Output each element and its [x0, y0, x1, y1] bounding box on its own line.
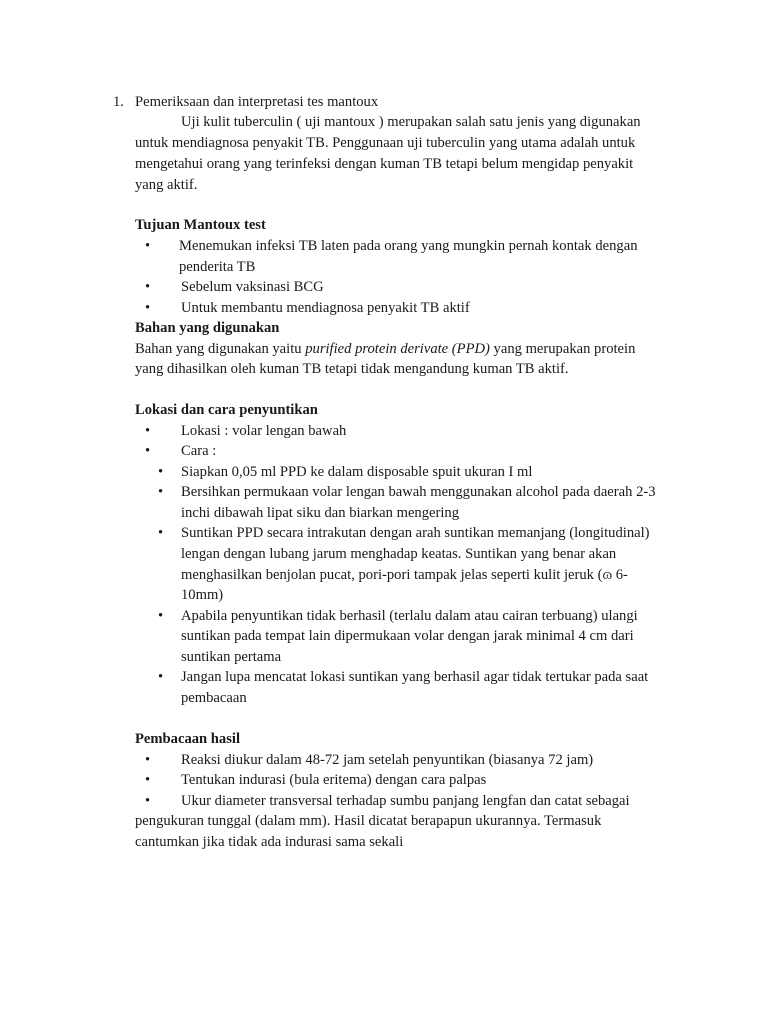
pembacaan-continuation: cantumkan jika tidak ada indurasi sama sekali	[135, 834, 404, 850]
step-item-continuation: pembacaan	[181, 690, 247, 706]
bullet-icon: •	[145, 772, 151, 788]
list-item: Reaksi diukur dalam 48-72 jam setelah penyuntikan (biasanya 72 jam)	[181, 752, 594, 768]
lokasi-heading: Lokasi dan cara penyuntikan	[135, 402, 318, 418]
list-item: Untuk membantu mendiagnosa penyakit TB aktif	[181, 300, 470, 316]
step-item-continuation: 10mm)	[181, 587, 224, 603]
pembacaan-heading: Pembacaan hasil	[135, 731, 240, 747]
bullet-icon: •	[145, 279, 151, 295]
intro-line: yang aktif.	[135, 177, 198, 193]
step-item: Suntikan PPD secara intrakutan dengan arah suntikan memanjang (longitudinal)	[181, 525, 650, 541]
step-item-continuation: suntikan pada tempat lain dipermukaan volar dengan jarak minimal 4 cm dari	[181, 628, 634, 644]
step-item: Bersihkan permukaan volar lengan bawah menggunakan alcohol pada daerah 2-3	[181, 484, 656, 500]
intro-line: Uji kulit tuberculin ( uji mantoux ) merupakan salah satu jenis yang digunakan	[181, 114, 641, 130]
bahan-heading: Bahan yang digunakan	[135, 320, 280, 336]
bullet-icon: •	[158, 525, 164, 541]
bullet-icon: •	[145, 423, 151, 439]
bahan-text: yang merupakan protein	[489, 341, 636, 357]
bahan-text: Bahan yang digunakan yaitu	[135, 341, 306, 357]
list-item: Sebelum vaksinasi BCG	[181, 279, 324, 295]
bullet-icon: •	[158, 608, 164, 624]
bahan-line	[135, 339, 635, 359]
bullet-icon: •	[158, 484, 164, 500]
list-item: Lokasi : volar lengan bawah	[181, 423, 347, 439]
bullet-icon: •	[145, 300, 151, 316]
bullet-icon: •	[158, 464, 164, 480]
step-item-continuation: inchi dibawah lipat siku dan biarkan mengering	[181, 505, 460, 521]
intro-line: mengetahui orang yang terinfeksi dengan kuman TB tetapi belum mengidap penyakit	[135, 156, 634, 172]
step-item-continuation: suntikan pertama	[181, 649, 282, 665]
ppd-term: purified protein derivate (PPD)	[305, 341, 490, 357]
step-item-continuation: lengan dengan lubang jarum menghadap keatas. Suntikan yang benar akan	[181, 546, 617, 562]
list-item: Cara :	[181, 443, 217, 459]
step-item: Siapkan 0,05 ml PPD ke dalam disposable spuit ukuran I ml	[181, 464, 533, 480]
list-item: Tentukan indurasi (bula eritema) dengan cara palpas	[181, 772, 487, 788]
intro-line: untuk mendiagnosa penyakit TB. Penggunaan uji tuberculin yang utama adalah untuk	[135, 135, 636, 151]
bullet-icon: •	[145, 752, 151, 768]
bahan-line: yang dihasilkan oleh kuman TB tetapi tidak mengandung kuman TB aktif.	[135, 361, 569, 377]
pembacaan-continuation: pengukuran tunggal (dalam mm). Hasil dicatat berapapun ukurannya. Termasuk	[135, 813, 602, 829]
list-item: Menemukan infeksi TB laten pada orang yang mungkin pernah kontak dengan	[179, 238, 638, 254]
bullet-icon: •	[145, 793, 151, 809]
step-item: Jangan lupa mencatat lokasi suntikan yang berhasil agar tidak tertukar pada saat	[181, 669, 649, 685]
tujuan-heading: Tujuan Mantoux test	[135, 217, 266, 233]
section-number: 1.	[113, 94, 124, 110]
list-item: Ukur diameter transversal terhadap sumbu panjang lengfan dan catat sebagai	[181, 793, 630, 809]
bullet-icon: •	[145, 238, 151, 254]
list-item-continuation: penderita TB	[179, 259, 256, 275]
bullet-icon: •	[145, 443, 151, 459]
step-item-continuation: menghasilkan benjolan pucat, pori-pori tampak jelas seperti kulit jeruk (ɷ 6-	[181, 567, 628, 583]
step-item: Apabila penyuntikan tidak berhasil (terlalu dalam atau cairan terbuang) ulangi	[181, 608, 638, 624]
section-title: Pemeriksaan dan interpretasi tes mantoux	[135, 94, 379, 110]
bullet-icon: •	[158, 669, 164, 685]
